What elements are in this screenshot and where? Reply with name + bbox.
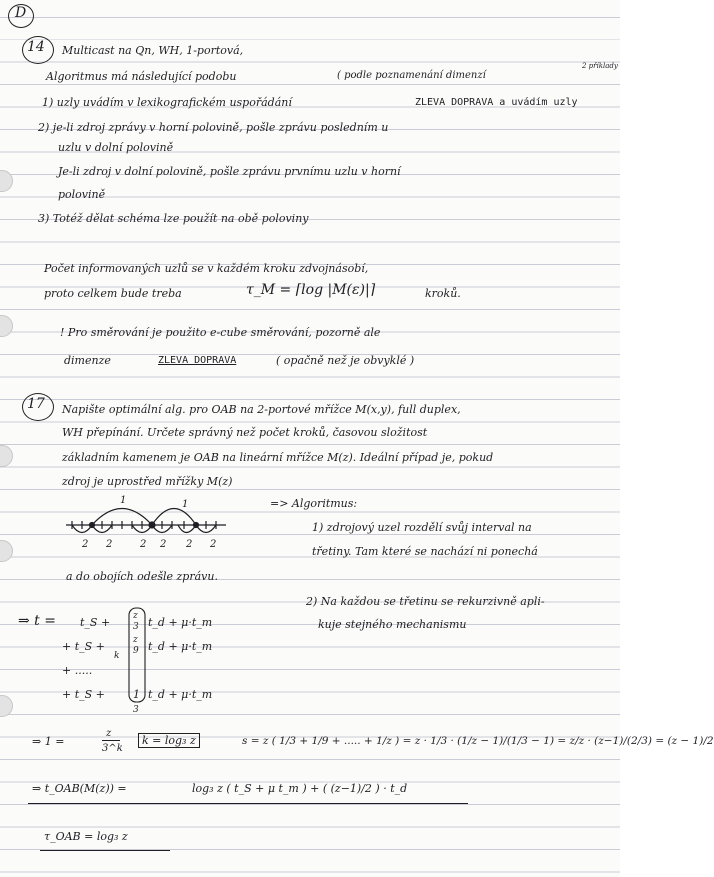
problem-17-number: 17 [27,396,45,412]
eq-row-rest: t_d + μ·t_m [148,616,213,629]
diagram-bottom-label: 2 [106,539,113,550]
eq-row-ts: + ..... [62,664,93,677]
p14-note-line2b: ZLEVA DOPRAVA [158,355,237,366]
p14-formula: τ_M = ⌈log |M(ε)|⌉ [246,282,376,298]
eq-row-ts: t_S + [80,616,111,629]
p17-line1: Napište optimální alg. pro OAB na 2-portové mřížce M(x,y), full duplex, [62,403,461,416]
p14-formula-after: kroků. [425,287,461,300]
p14-step2d: polovině [58,188,106,201]
p14-side-note: ( podle poznamenání dimenzí [337,70,486,81]
algo-step2b: kuje stejného mechanismu [318,618,467,631]
eq-t-oab-left: ⇒ t_OAB(M(z)) = [32,782,127,795]
diagram-top-label: 1 [182,499,189,510]
eq-s: s = z ( 1/3 + 1/9 + ..... + 1/z ) = z · 1/3 · (1/z − 1)/(1/3 − 1) = z/z · (z−1)/(2/3) = (z − 1)/2 [242,735,714,747]
algo-step1b: třetiny. Tam které se nachází ni ponechá [312,545,538,558]
eq-k-label: k [114,651,120,661]
p14-note-line1: ! Pro směrování je použito e-cube směrování, pozorně ale [60,326,381,339]
p14-step3: 3) Totéž dělat schéma lze použít na obě poloviny [38,212,309,225]
eq-k-frac-den: 3^k [102,743,123,754]
p14-step2b: uzlu v dolní polovině [58,141,174,154]
algo-title: => Algoritmus: [270,497,358,510]
diagram-top-label: 1 [120,495,127,506]
eq-tau-underline [40,850,170,851]
diagram-bottom-label: 2 [160,539,167,550]
p14-step2c: Je-li zdroj v dolní polovině, pošle zprávu prvnímu uzlu v horní [58,165,401,178]
eq-row-coef-num: z [133,611,138,621]
p14-note-line2a: dimenze [64,354,111,367]
eq-k1: ⇒ 1 = [32,735,65,748]
algo-step1c: a do obojích odešle zprávu. [66,570,218,583]
problem-14-number: 14 [27,39,45,55]
eq-row-coef-num: 1 [133,688,140,701]
p14-line2: Algoritmus má následující podobu [46,70,237,83]
algo-step2a: 2) Na každou se třetinu se rekurzivně apli- [306,595,545,608]
p17-line2: WH přepínání. Určete správný než počet kroků, časovou složitost [62,426,428,439]
eq-row-ts: + t_S + [62,688,105,701]
diagram-bottom-label: 2 [186,539,193,550]
eq-t: ⇒ t = [18,613,56,629]
eq-row-rest: t_d + μ·t_m [148,688,213,701]
eq-row-coef-den: 3 [133,622,139,632]
eq-row-coef-den: 9 [133,646,139,656]
p14-step1a: 1) uzly uvádím v lexikografickém uspořádání [42,96,292,109]
diagram-bottom-label: 2 [82,539,89,550]
p14-step2a: 2) je-li zdroj zprávy v horní polovině, pošle zprávu posledním u [38,121,389,134]
eq-t-oab-underline [28,803,468,804]
eq-t-oab-right: log₃ z ( t_S + μ t_m ) + ( (z−1)/2 ) · t_d [192,782,408,795]
eq-row-ts: + t_S + [62,640,105,653]
p14-note-line2c: ( opačně než je obvyklé ) [276,354,415,367]
eq-tau: τ_OAB = log₃ z [44,830,128,843]
p14-step1b: ZLEVA DOPRAVA a uvádím uzly [415,97,578,108]
eq-row-rest: t_d + μ·t_m [148,640,213,653]
p17-line4: zdroj je uprostřed mřížky M(z) [62,475,233,488]
p14-side-note-small: 2 příklady [582,62,618,70]
p14-info-line1: Počet informovaných uzlů se v každém kroku zdvojnásobí, [44,262,369,275]
p14-info-line2: proto celkem bude treba [44,287,182,300]
eq-k-box: k = log₃ z [138,733,200,748]
eq-k-frac-num: z [106,728,112,739]
diagram-bottom-label: 2 [210,539,217,550]
eq-bottom-3: 3 [133,705,139,715]
eq-k-fraction-bar [102,740,120,741]
page-marker: D [15,5,27,21]
algo-step1a: 1) zdrojový uzel rozdělí svůj interval na [312,521,532,534]
eq-row-coef-num: z [133,635,138,645]
p17-line3: základním kamenem je OAB na lineární mřížce M(z). Ideální případ je, pokud [62,451,494,464]
diagram-bottom-label: 2 [140,539,147,550]
p14-line1: Multicast na Qn, WH, 1-portová, [62,44,244,57]
